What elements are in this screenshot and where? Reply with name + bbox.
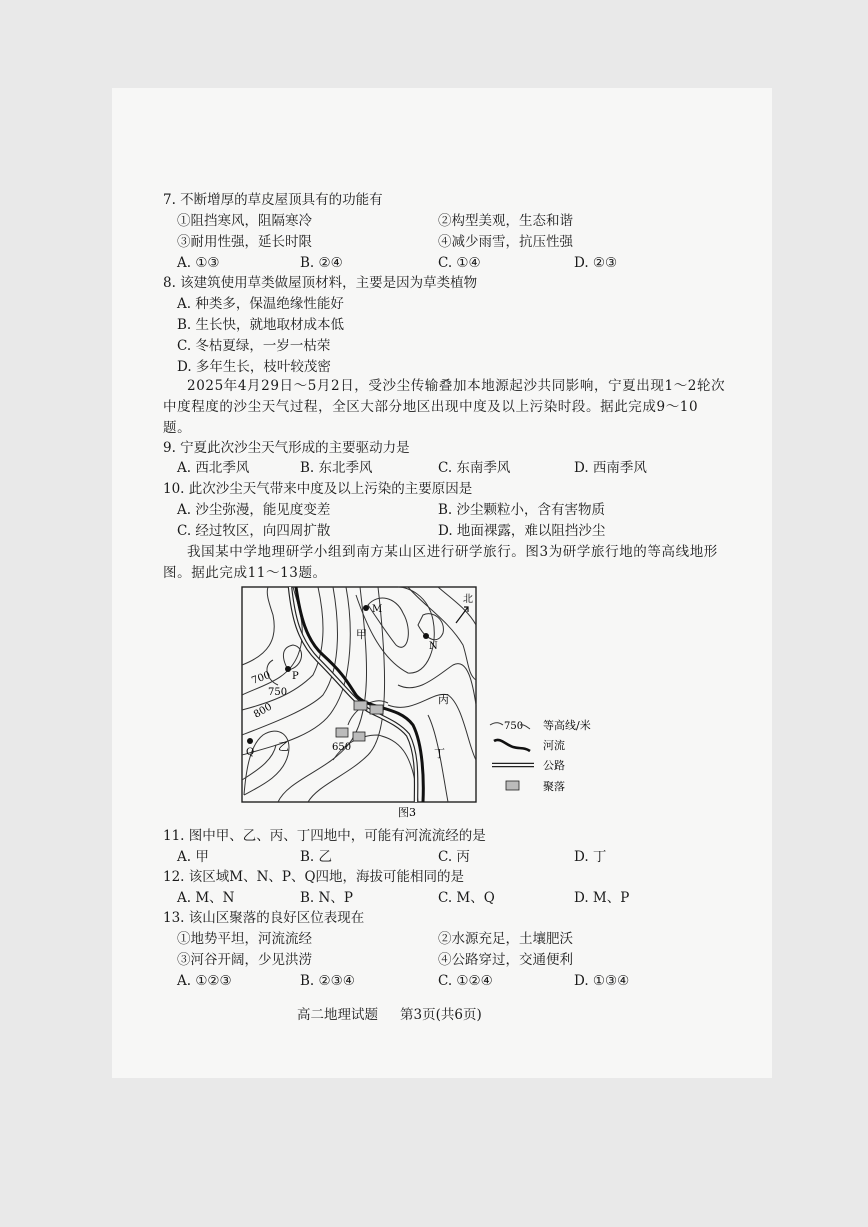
settlement-icon (353, 732, 365, 741)
point-n-label: N (429, 641, 438, 652)
road-line (290, 587, 416, 802)
q7-choice-b: B. ②④ (300, 255, 343, 271)
q13-choice-c: C. ①②④ (438, 973, 493, 989)
q10-stem: 10. 此次沙尘天气带来中度及以上污染的主要原因是 (163, 481, 473, 497)
area-ding-label: 丁 (434, 747, 445, 760)
north-arrow-icon (456, 607, 468, 623)
q8-choice-a: A. 种类多，保温绝缘性能好 (177, 296, 344, 312)
north-label: 北 (463, 594, 473, 605)
q7-item-3: ③耐用性强，延长时限 (177, 234, 312, 250)
q11-choice-b: B. 乙 (300, 849, 333, 865)
q9-choice-a: A. 西北季风 (177, 460, 250, 476)
passage-dust-storm: 2025年4月29日～5月2日，受沙尘传输叠加本地源起沙共同影响，宁夏出现1～2轮次中度程度的沙尘天气过程，全区大部分地区出现中度及以上污染时段。据此完成9～10题。 (163, 378, 726, 436)
point-q-label: Q (246, 747, 255, 758)
point-p-marker (285, 666, 291, 672)
page-footer (297, 1003, 504, 1023)
settlement-icon (370, 705, 383, 714)
q10-choice-a: A. 沙尘弥漫，能见度变差 (177, 502, 331, 518)
point-m-label: M (372, 604, 383, 615)
contour-line (283, 645, 301, 670)
contour-label: 800 (252, 701, 275, 721)
river-line (296, 587, 423, 802)
passage-study-trip: 我国某中学地理研学小组到南方某山区进行研学旅行。图3为研学旅行地的等高线地形图。据此完成11～13题。 (163, 544, 718, 581)
footer-page-number: 第3页(共6页) (400, 1007, 482, 1023)
q13-item-1: ①地势平坦，河流流经 (177, 931, 312, 947)
legend-contour-value: 750 (504, 721, 524, 732)
q7-stem: 7. 不断增厚的草皮屋顶具有的功能有 (163, 192, 383, 208)
legend-settlement-label: 聚落 (543, 780, 565, 793)
legend-river-label: 河流 (543, 739, 565, 752)
point-n-marker (423, 633, 429, 639)
q10-choice-b: B. 沙尘颗粒小，含有害物质 (438, 502, 606, 518)
q10-choice-d: D. 地面裸露，难以阻挡沙尘 (438, 523, 606, 539)
q13-choice-d: D. ①③④ (574, 973, 630, 989)
q11-stem: 11. 图中甲、乙、丙、丁四地中，可能有河流流经的是 (163, 828, 486, 844)
q9-choice-d: D. 西南季风 (574, 460, 647, 476)
legend-contour-symbol-left (490, 723, 503, 725)
q7-choice-a: A. ①③ (177, 255, 220, 271)
q13-choice-b: B. ②③④ (300, 973, 355, 989)
q9-choice-c: C. 东南季风 (438, 460, 511, 476)
q13-stem: 13. 该山区聚落的良好区位表现在 (163, 910, 365, 926)
contour-map-figure (238, 585, 608, 823)
contour-label: 700 (250, 669, 272, 687)
contour-line (438, 587, 476, 625)
figure-caption: 图3 (398, 806, 416, 819)
q9-choice-b: B. 东北季风 (300, 460, 373, 476)
legend-settlement-symbol (506, 781, 519, 790)
q7-choice-d: D. ②③ (574, 255, 618, 271)
q12-stem: 12. 该区域M、N、P、Q四地，海拔可能相同的是 (163, 869, 465, 885)
q7-item-1: ①阻挡寒风，阻隔寒冷 (177, 213, 312, 229)
q10-choice-c: C. 经过牧区，向四周扩散 (177, 523, 331, 539)
contour-label: 750 (268, 687, 288, 698)
legend-road-label: 公路 (543, 759, 565, 772)
q7-item-2: ②构型美观，生态和谐 (438, 213, 573, 229)
q7-choice-c: C. ①④ (438, 255, 481, 271)
map-legend (490, 718, 591, 793)
q13-item-4: ④公路穿过，交通便利 (438, 952, 573, 968)
point-p-label: P (292, 671, 299, 682)
contour-line (398, 664, 476, 705)
contour-label: 650 (332, 742, 352, 753)
contour-line (308, 587, 385, 802)
area-jia-label: 甲 (356, 628, 367, 641)
point-q-marker (247, 738, 253, 744)
contour-line (356, 587, 434, 673)
q11-choice-a: A. 甲 (177, 849, 209, 865)
q12-choice-d: D. M、P (574, 890, 630, 906)
q12-choice-c: C. M、Q (438, 890, 495, 906)
footer-subject: 高二地理试题 (297, 1007, 378, 1023)
q12-choice-a: A. M、N (177, 890, 235, 906)
q11-choice-d: D. 丁 (574, 849, 607, 865)
legend-river-symbol (494, 740, 530, 751)
settlement-icon (336, 728, 348, 737)
q11-choice-c: C. 丙 (438, 849, 470, 865)
q9-stem: 9. 宁夏此次沙尘天气形成的主要驱动力是 (163, 440, 410, 456)
q8-choice-d: D. 多年生长，枝叶较茂密 (177, 359, 331, 375)
q7-item-4: ④减少雨雪，抗压性强 (438, 234, 573, 250)
legend-contour-label: 等高线/米 (543, 719, 591, 732)
q8-stem: 8. 该建筑使用草类做屋顶材料，主要是因为草类植物 (163, 275, 478, 291)
settlement-icon (354, 701, 367, 710)
q13-item-3: ③河谷开阔，少见洪涝 (177, 952, 312, 968)
contour-line (242, 587, 274, 665)
q13-item-2: ②水源充足，土壤肥沃 (438, 931, 573, 947)
q13-choice-a: A. ①②③ (177, 973, 232, 989)
q8-choice-b: B. 生长快，就地取材成本低 (177, 317, 345, 333)
point-m-marker (363, 605, 369, 611)
area-yi-label: 乙 (278, 740, 289, 753)
q12-choice-b: B. N、P (300, 890, 353, 906)
area-bing-label: 丙 (438, 693, 449, 706)
q8-choice-c: C. 冬枯夏绿，一岁一枯荣 (177, 338, 331, 354)
